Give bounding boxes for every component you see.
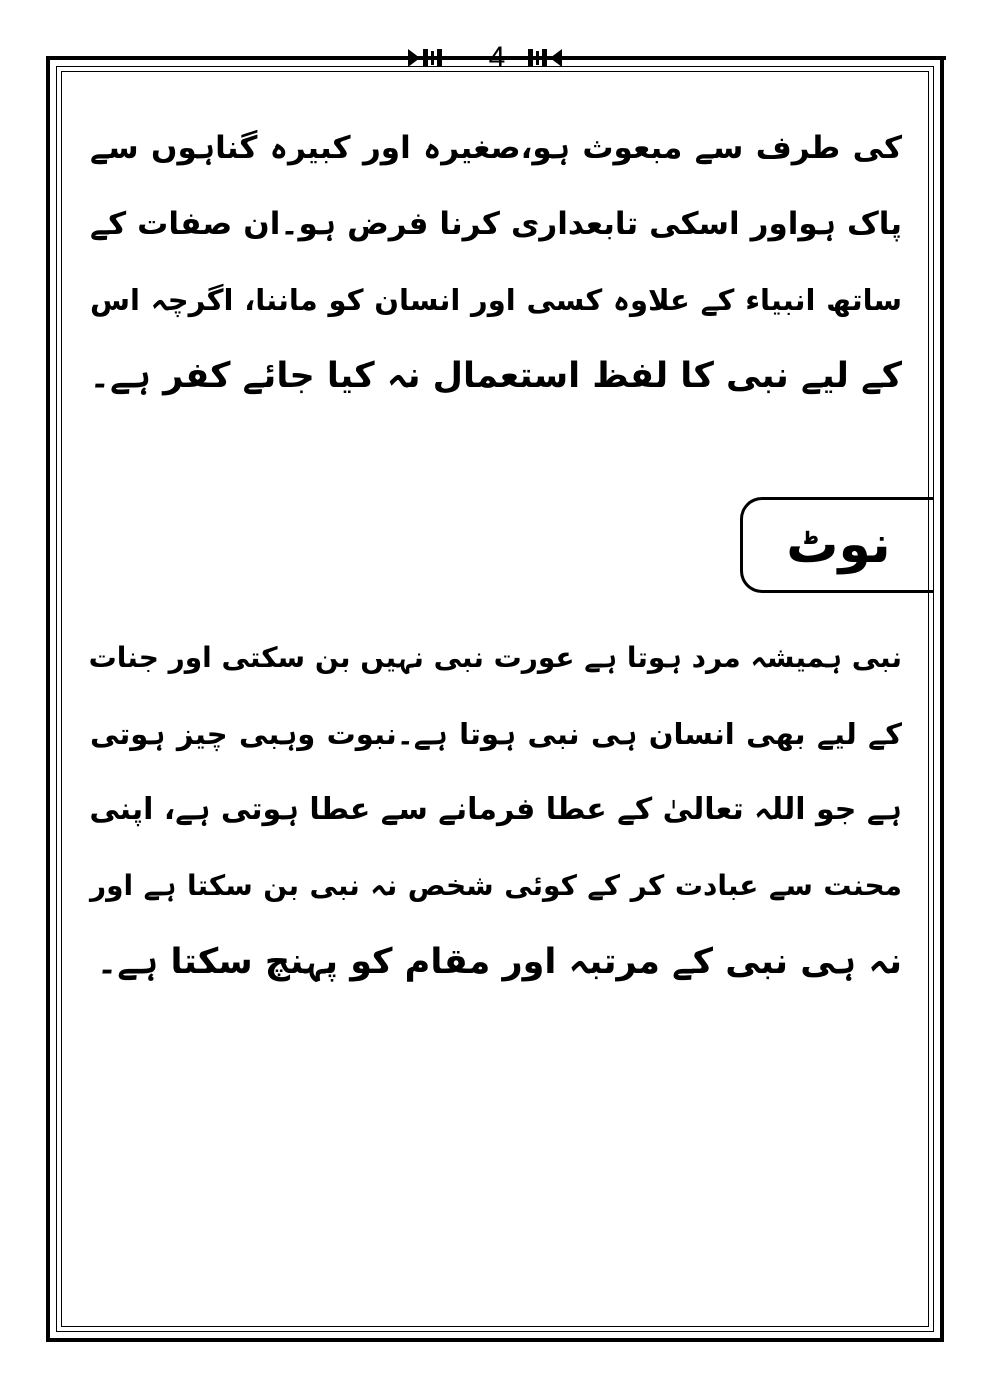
paragraph-1 <box>90 110 902 414</box>
paragraph-2-line: محنت سے عبادت کر کے کوئی شخص نہ نبی بن سکتا ہے اور <box>90 869 902 902</box>
paragraph-2-line: نہ ہی نبی کے مرتبہ اور مقام کو پہنچ سکتا ہے۔ <box>96 942 902 982</box>
note-heading: نوٹ <box>786 515 891 575</box>
paragraph-1-line: کے لیے نبی کا لفظ استعمال نہ کیا جائے کفر ہے۔ <box>89 356 902 396</box>
paragraph-2-line: کے لیے بھی انسان ہی نبی ہوتا ہے۔نبوت وہبی چیز ہوتی <box>90 717 902 751</box>
paragraph-2 <box>90 620 902 1000</box>
paragraph-1-line: ساتھ انبیاء کے علاوہ کسی اور انسان کو ماننا، اگرچہ اس <box>90 283 902 317</box>
page-number: 4 <box>488 41 506 74</box>
paragraph-1-line: کی طرف سے مبعوث ہو،صغیرہ اور کبیرہ گناہوں سے <box>90 130 902 166</box>
paragraph-1-line: پاک ہواور اسکی تابعداری کرنا فرض ہو۔ان صفات کے <box>90 206 902 242</box>
note-heading-box <box>740 497 934 593</box>
paragraph-2-line: نبی ہمیشہ مرد ہوتا ہے عورت نبی نہیں بن سکتی اور جنات <box>88 641 902 674</box>
paragraph-2-line: ہے جو اللہ تعالیٰ کے عطا فرمانے سے عطا ہوتی ہے، اپنی <box>89 792 902 827</box>
